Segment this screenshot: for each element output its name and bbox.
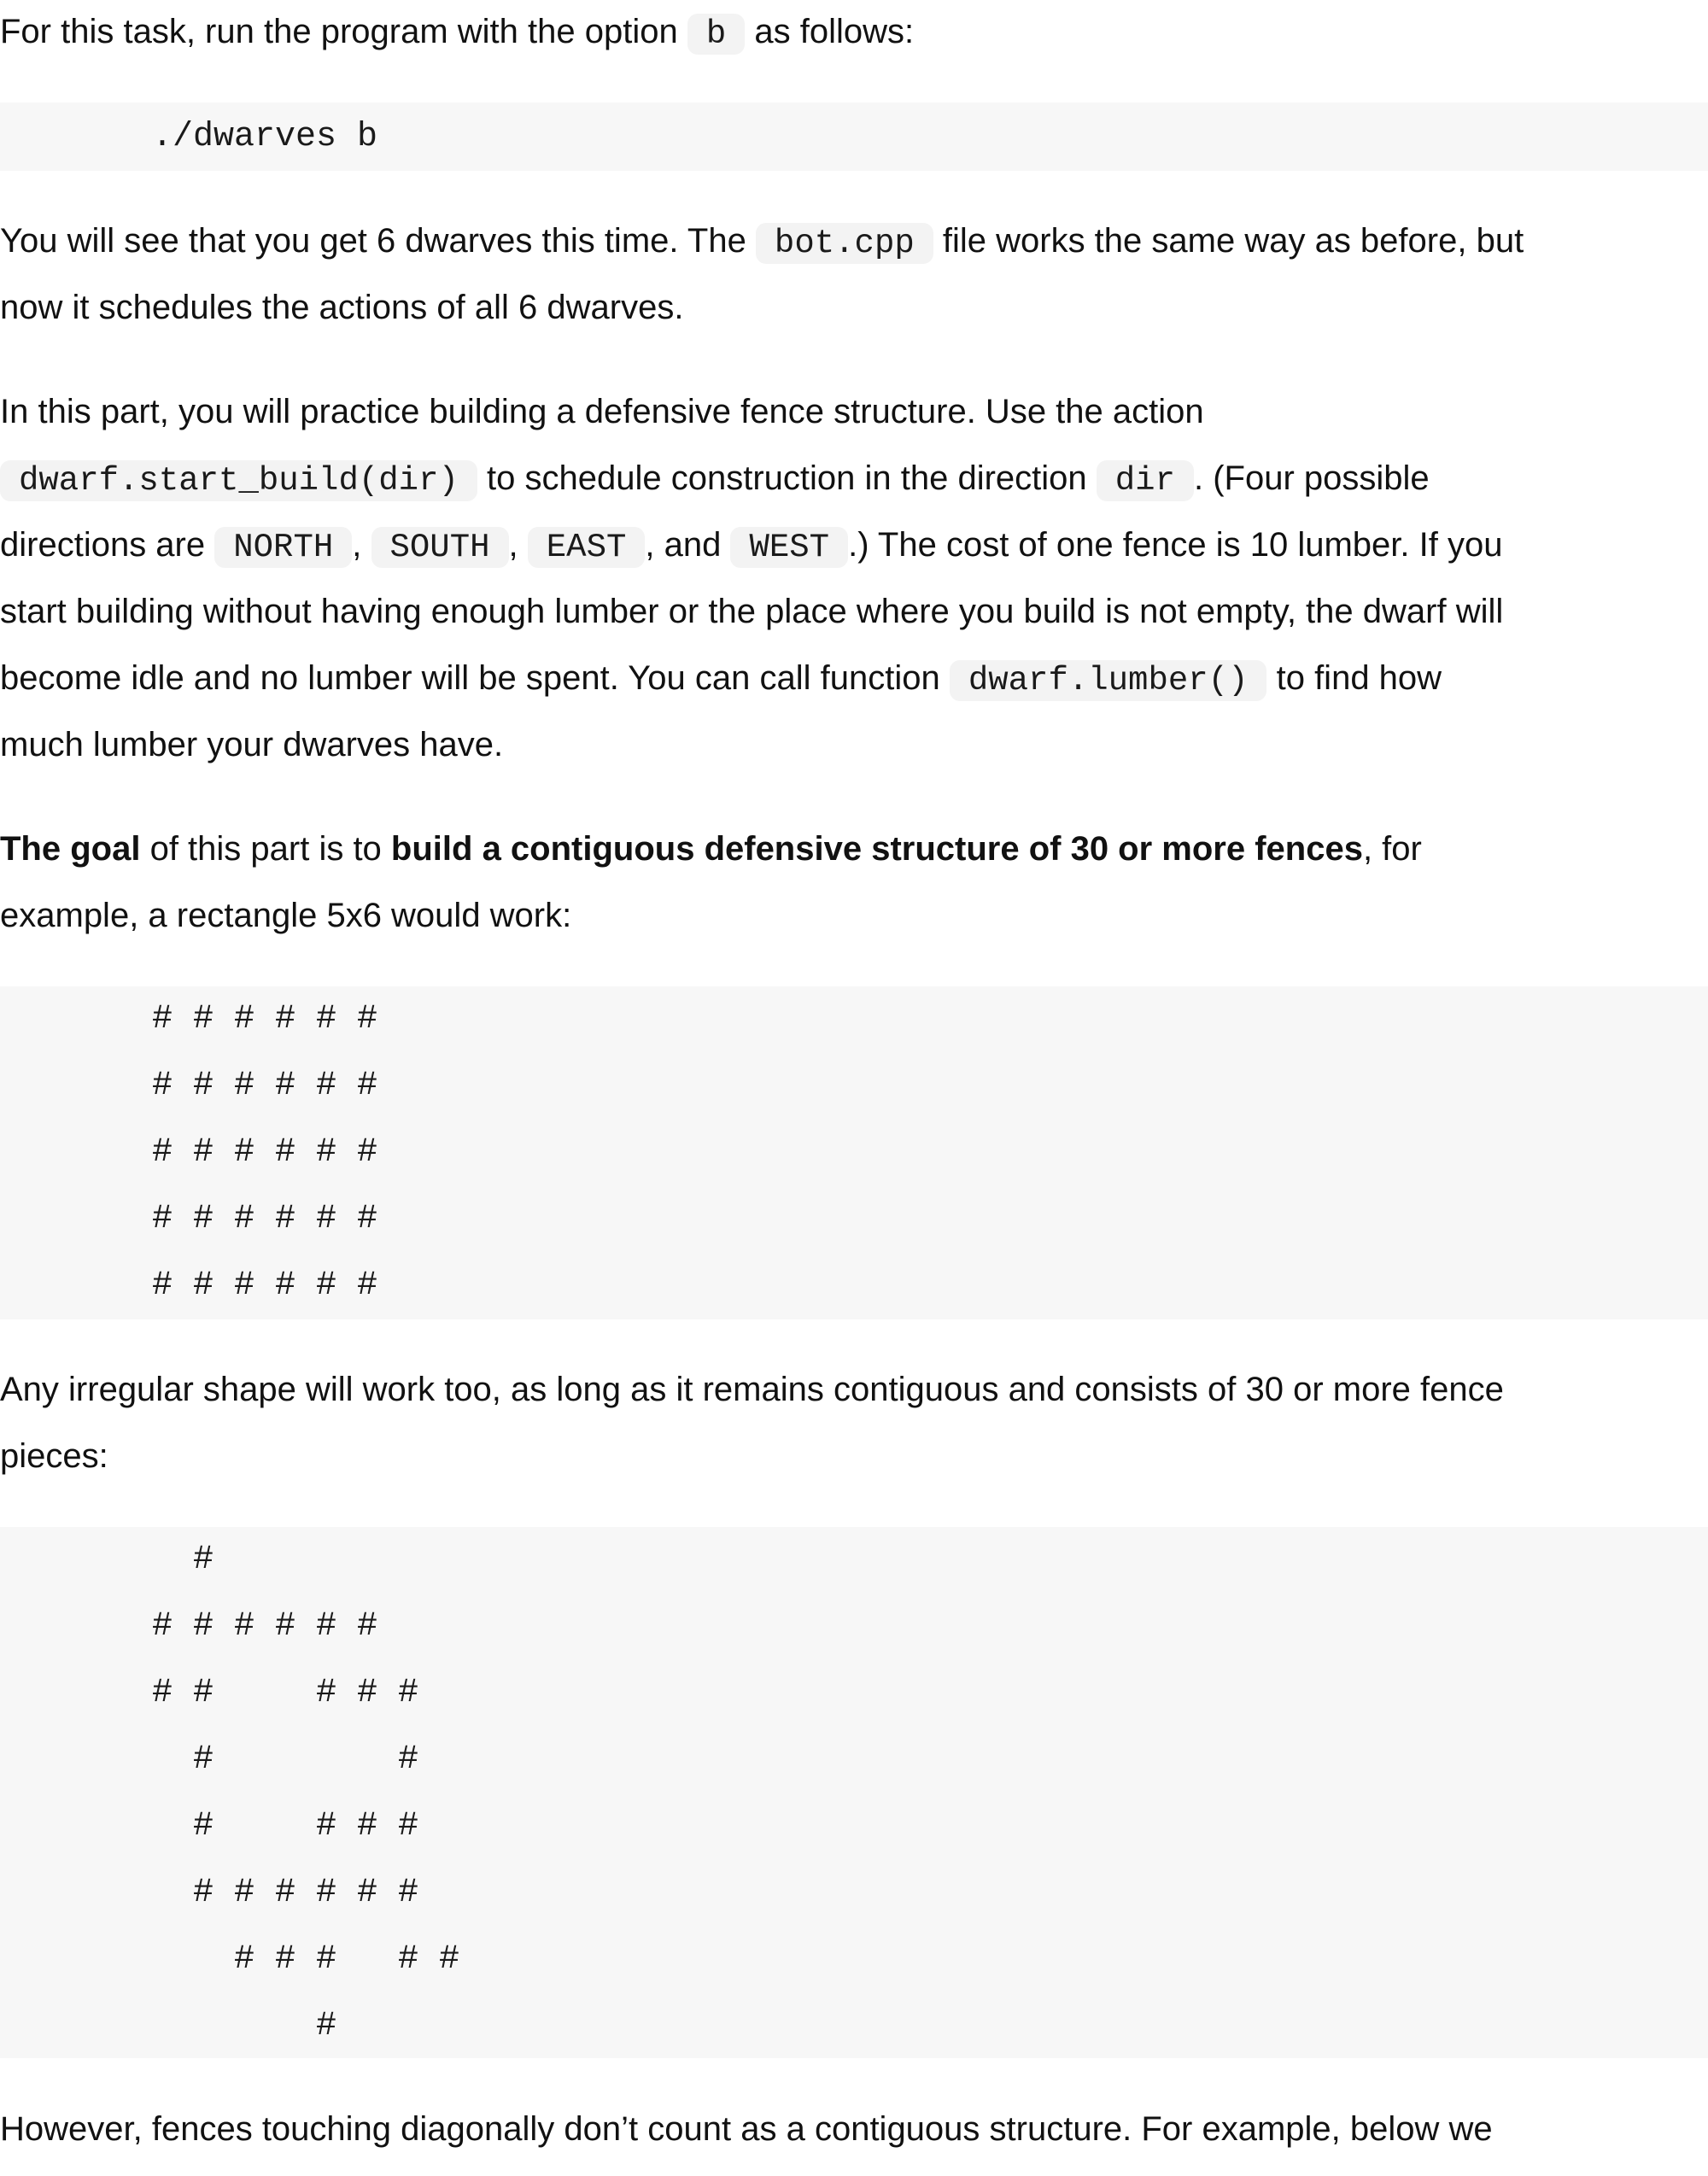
lumber-code: dwarf.lumber() bbox=[950, 660, 1267, 701]
irregular-paragraph-line1: Any irregular shape will work too, as long as it remains contiguous and consists of 30 or more fence bbox=[0, 1371, 1504, 1408]
text: You will see that you get 6 dwarves this time. The bbox=[0, 222, 756, 260]
irregular-row: # # # # # # bbox=[152, 1874, 419, 1912]
irregular-example-block bbox=[0, 1527, 1708, 2058]
rectangle-row: # # # # # # bbox=[152, 1133, 378, 1172]
build-paragraph-line2 bbox=[0, 445, 1708, 514]
goal-paragraph-line1 bbox=[0, 816, 1708, 882]
text: file works the same way as before, but bbox=[933, 222, 1524, 260]
diagonal-paragraph-line1: However, fences touching diagonally don’t count as a contiguous structure. For example, below we bbox=[0, 2110, 1493, 2148]
text: to schedule construction in the direction bbox=[477, 459, 1097, 497]
rectangle-row: # # # # # # bbox=[152, 1266, 378, 1305]
text: , and bbox=[645, 526, 731, 564]
start-build-code: dwarf.start_build(dir) bbox=[0, 460, 477, 501]
command-line: ./dwarves b bbox=[152, 118, 378, 156]
irregular-row: # # # # # # bbox=[152, 1607, 378, 1646]
east-code: EAST bbox=[528, 527, 646, 568]
text: , bbox=[508, 526, 528, 564]
rectangle-row: # # # # # # bbox=[152, 1200, 378, 1238]
intro-text: For this task, run the program with the option bbox=[0, 13, 687, 50]
goal-requirement-bold: build a contiguous defensive structure of 30 or more fences bbox=[390, 830, 1363, 868]
text: . (Four possible bbox=[1193, 459, 1430, 497]
text: of this part is to bbox=[140, 830, 391, 868]
irregular-row: # # bbox=[152, 1740, 419, 1779]
irregular-row: # # # # bbox=[152, 1807, 419, 1846]
bot-cpp-code: bot.cpp bbox=[756, 223, 933, 264]
build-paragraph-line3 bbox=[0, 512, 1708, 581]
text: become idle and no lumber will be spent. You can call function bbox=[0, 659, 950, 697]
dir-code: dir bbox=[1097, 460, 1194, 501]
south-code: SOUTH bbox=[371, 527, 509, 568]
option-code: b bbox=[687, 14, 745, 55]
dwarves-paragraph-line2: now it schedules the actions of all 6 dwarves. bbox=[0, 289, 684, 326]
dwarves-paragraph-line1 bbox=[0, 208, 1708, 277]
rectangle-example-block bbox=[0, 986, 1708, 1319]
rectangle-row: # # # # # # bbox=[152, 1000, 378, 1038]
text: , bbox=[352, 526, 371, 564]
text: .) The cost of one fence is 10 lumber. If you bbox=[848, 526, 1503, 564]
text: to find how bbox=[1266, 659, 1442, 697]
irregular-row: # bbox=[152, 1541, 214, 1579]
build-paragraph-line5 bbox=[0, 645, 1708, 714]
build-paragraph-line4: start building without having enough lumber or the place where you build is not empty, the dwarf will bbox=[0, 593, 1504, 630]
intro-paragraph bbox=[0, 0, 1708, 67]
build-paragraph-line1: In this part, you will practice building a defensive fence structure. Use the action bbox=[0, 393, 1204, 430]
goal-paragraph-line2: example, a rectangle 5x6 would work: bbox=[0, 897, 572, 934]
intro-text-after: as follows: bbox=[745, 13, 915, 50]
west-code: WEST bbox=[730, 527, 848, 568]
text: directions are bbox=[0, 526, 215, 564]
command-block bbox=[0, 102, 1708, 171]
irregular-row: # # # # # bbox=[152, 1674, 419, 1712]
goal-bold: The goal bbox=[0, 830, 141, 868]
rectangle-row: # # # # # # bbox=[152, 1067, 378, 1105]
north-code: NORTH bbox=[214, 527, 352, 568]
build-paragraph-line6: much lumber your dwarves have. bbox=[0, 726, 504, 763]
irregular-row: # # # # # bbox=[152, 1940, 460, 1979]
irregular-row: # bbox=[152, 2007, 337, 2045]
text: , for bbox=[1362, 830, 1422, 868]
irregular-paragraph-line2: pieces: bbox=[0, 1437, 108, 1475]
